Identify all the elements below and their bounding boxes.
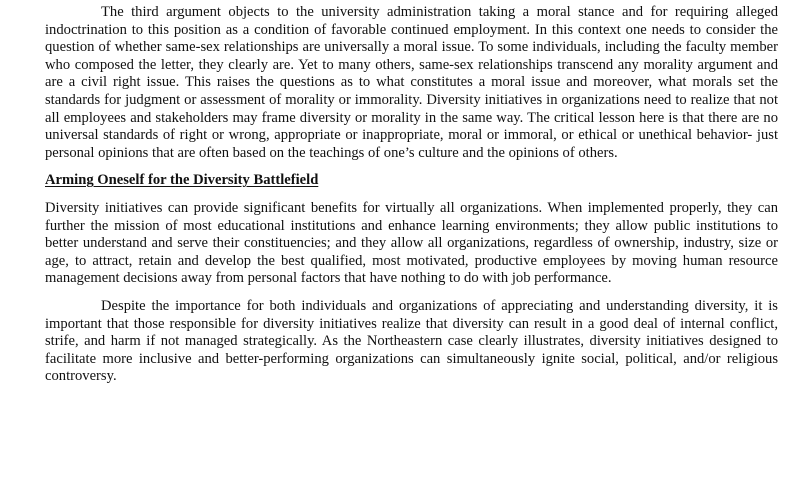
- paragraph-spacer: [45, 190, 778, 200]
- paragraph-diversity-conflict: Despite the importance for both individuals and organizations of appreciating and understanding diversity, it is important that those responsible for diversity initiatives realize that diversity can result in a good deal of internal conflict, strife, and harm if not managed strategically. As the Northeastern case clearly illustrates, diversity initiatives designed to facilitate more inclusive and better-performing organizations can simultaneously ignite social, political, and/or religious controversy.: [45, 297, 778, 385]
- document-page: [45, 4, 778, 386]
- paragraph-spacer: [45, 162, 778, 172]
- paragraph-diversity-benefits: Diversity initiatives can provide significant benefits for virtually all organizations. When implemented properly, they can further the mission of most educational institutions and enhance learning environments; they allow public institutions to better understand and serve their constituencies; and they allow all organizations, regardless of ownership, industry, size or age, to attract, retain and develop the best qualified, most motivated, productive employees by moving human resource management decisions away from personal factors that have nothing to do with job performance.: [45, 199, 778, 287]
- paragraph-third-argument: The third argument objects to the university administration taking a moral stance and for requiring alleged indoctrination to this position as a condition of favorable continued employment. In this context one needs to consider the question of whether same-sex relationships are universally a moral issue. To some individuals, including the faculty member who composed the letter, they clearly are. Yet to many others, same-sex relationships transcend any morality argument and are a civil right issue. This raises the questions as to what constitutes a moral issue and moreover, what morals set the standards for judgment or assessment of morality or immorality. Diversity initiatives in organizations need to realize that not all employees and stakeholders may frame diversity or morality in the same way. The critical lesson here is that there are no universal standards of right or wrong, appropriate or inappropriate, moral or immoral, or ethical or unethical behavior- just personal opinions that are often based on the teachings of one’s culture and the opinions of others.: [45, 4, 778, 161]
- section-heading: Arming Oneself for the Diversity Battlefield: [45, 172, 319, 189]
- paragraph-spacer: [45, 288, 778, 298]
